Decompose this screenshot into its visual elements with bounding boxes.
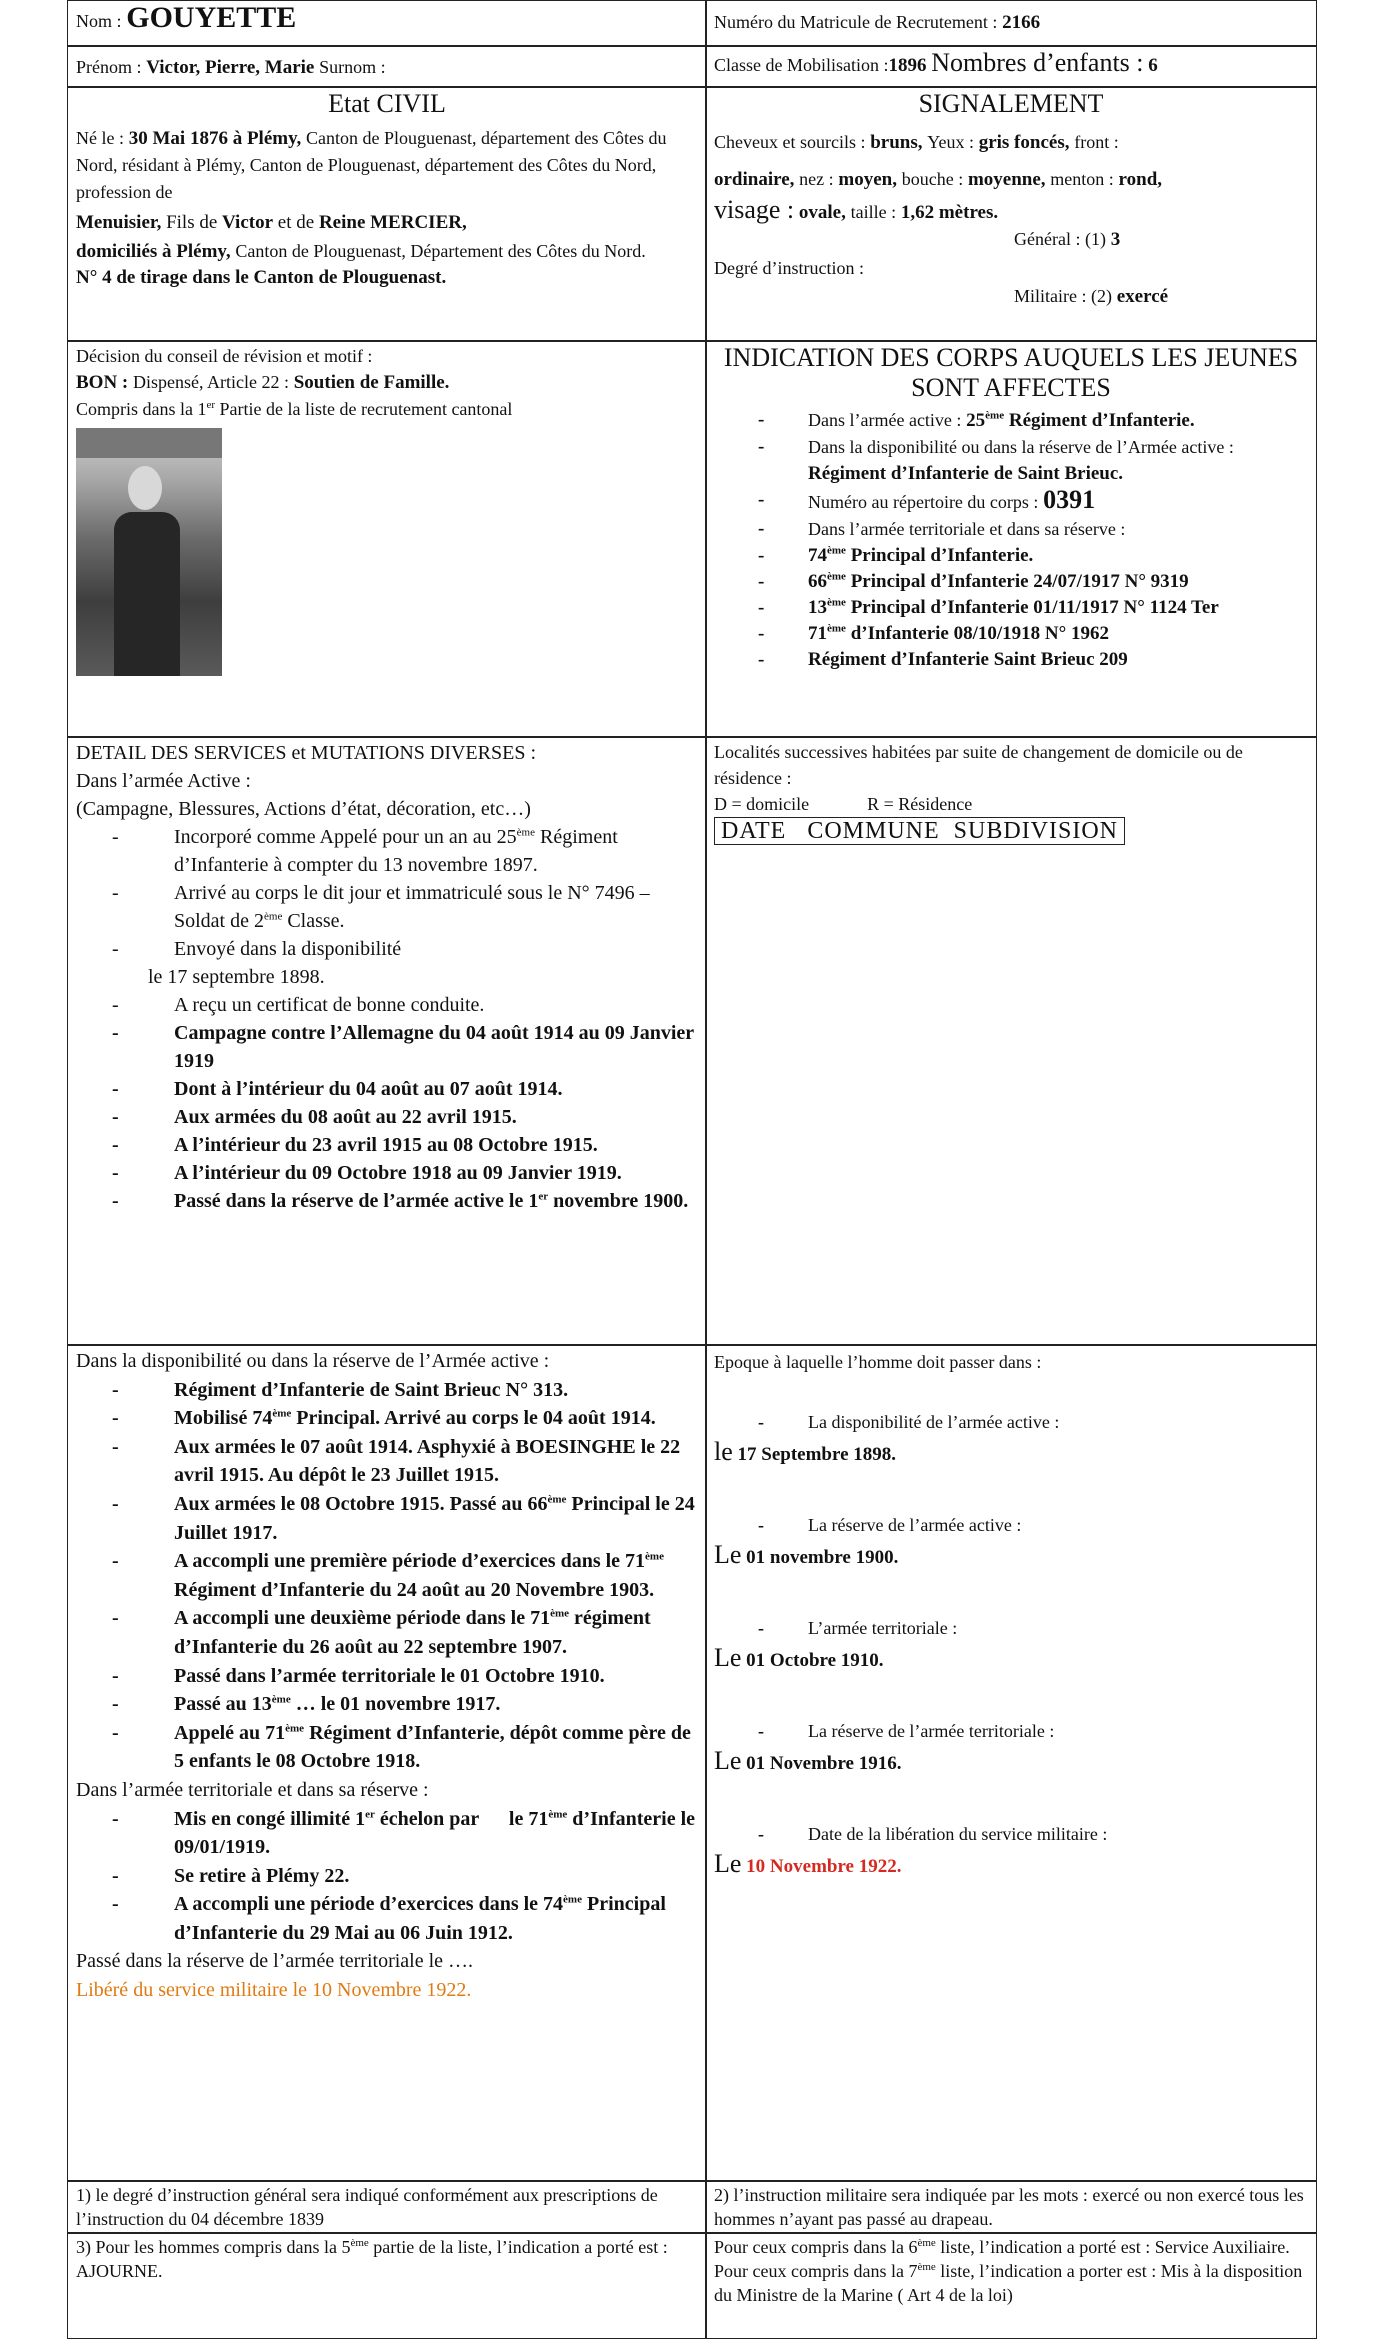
service-item bbox=[112, 991, 698, 1019]
service-item bbox=[112, 823, 698, 879]
terr-item bbox=[112, 1890, 698, 1947]
service-item bbox=[112, 1103, 698, 1131]
epoque-title: Epoque à laquelle l’homme doit passer dans : bbox=[714, 1352, 1042, 1372]
epoque-label bbox=[758, 1512, 1308, 1538]
birth-date: 30 Mai 1876 à Plémy, bbox=[128, 128, 302, 149]
i9: A l’intérieur du 09 Octobre 1918 au 09 Janvier 1919. bbox=[174, 1162, 622, 1184]
nez-label: nez : bbox=[799, 169, 834, 189]
service-item bbox=[112, 935, 698, 991]
services-cell bbox=[67, 736, 707, 1346]
signalement-title: SIGNALEMENT bbox=[918, 89, 1104, 118]
terr-item bbox=[112, 1862, 698, 1891]
birth-place: Canton de Plouguenast, département des Côtes du Nord, résidant à Plémy, Canton de Plouguenast, département des Côtes du Nord, profession de bbox=[76, 128, 667, 202]
terr-t2: Se retire à Plémy 22. bbox=[174, 1864, 350, 1887]
note-3sup: ème bbox=[350, 2237, 369, 2249]
t5-text: Régiment d’Infanterie Saint Brieuc 209 bbox=[808, 649, 1128, 670]
service-item bbox=[112, 1019, 698, 1075]
note-3 bbox=[67, 2232, 707, 2339]
menton-value: rond, bbox=[1118, 169, 1163, 190]
decision-title: Décision du conseil de révision et motif : bbox=[76, 346, 373, 366]
front-value: ordinaire, bbox=[714, 169, 795, 190]
i1b: Régiment d’Infanterie à compter du 13 novembre 1897. bbox=[174, 826, 618, 876]
service-item bbox=[112, 1131, 698, 1159]
t1-num: 74 bbox=[808, 545, 827, 566]
r4b: Principal le 24 Juillet 1917. bbox=[174, 1492, 695, 1544]
reserve-item bbox=[112, 1662, 698, 1691]
compris-a: Compris dans la 1 bbox=[76, 399, 207, 419]
terr-t1c: d’Infanterie le 09/01/1919. bbox=[174, 1807, 696, 1859]
corps-item bbox=[758, 595, 1308, 621]
reserve-title: Dans la disponibilité ou dans la réserve de l’Armée active : bbox=[76, 1350, 550, 1372]
e3-le: Le bbox=[714, 1643, 742, 1672]
passe-reserve: Passé dans la réserve de l’armée territoriale le …. bbox=[76, 1950, 474, 1973]
enfants-value: 6 bbox=[1148, 55, 1158, 76]
e1-label: La disponibilité de l’armée active : bbox=[808, 1412, 1060, 1432]
active-reg: Régiment d’Infanterie. bbox=[1004, 410, 1195, 431]
service-item bbox=[112, 1187, 698, 1215]
classe-label: Classe de Mobilisation : bbox=[714, 55, 889, 75]
t2-sup: ème bbox=[827, 570, 846, 583]
r2sup: ème bbox=[272, 1407, 292, 1420]
corps-item bbox=[758, 647, 1308, 673]
i8: A l’intérieur du 23 avril 1915 au 08 Octobre 1915. bbox=[174, 1134, 598, 1156]
r5a: A accompli une première période d’exercices dans le 71 bbox=[174, 1550, 646, 1573]
t1-text: Principal d’Infanterie. bbox=[845, 545, 1034, 566]
epoque-cell bbox=[705, 1344, 1317, 2182]
terr-t1b: échelon par le 71 bbox=[374, 1807, 549, 1830]
e1-date: 17 Septembre 1898. bbox=[737, 1444, 897, 1465]
reserve-item bbox=[112, 1433, 698, 1490]
e4-label: La réserve de l’armée territoriale : bbox=[808, 1721, 1055, 1741]
yeux-label: Yeux : bbox=[927, 132, 974, 152]
r8a: Passé au 13 bbox=[174, 1693, 272, 1716]
t4-num: 71 bbox=[808, 623, 827, 644]
classe-cell bbox=[705, 45, 1317, 88]
active-num: 25 bbox=[966, 410, 986, 431]
reserve-item bbox=[112, 1490, 698, 1547]
corps-item bbox=[758, 543, 1308, 569]
tirage: N° 4 de tirage dans le Canton de Plouguenast. bbox=[76, 267, 447, 288]
mere: Reine MERCIER, bbox=[318, 212, 467, 233]
r8b: … le 01 novembre 1917. bbox=[290, 1693, 501, 1716]
note-4a: Pour ceux compris dans la 6 bbox=[714, 2237, 918, 2257]
i10b: novembre 1900. bbox=[548, 1190, 689, 1212]
r2b: Principal. Arrivé au corps le 04 août 1914. bbox=[291, 1407, 656, 1430]
t2-num: 66 bbox=[808, 571, 827, 592]
note-2 bbox=[705, 2180, 1317, 2234]
e4-le: Le bbox=[714, 1746, 742, 1775]
r7: Passé dans l’armée territoriale le 01 Octobre 1910. bbox=[174, 1664, 605, 1687]
visage-label: visage : bbox=[714, 195, 795, 224]
t3-num: 13 bbox=[808, 597, 827, 618]
r6sup: ème bbox=[550, 1607, 570, 1620]
profession: Menuisier, bbox=[76, 212, 162, 233]
r9b: Régiment d’Infanterie, dépôt comme père de 5 enfants le 08 Octobre 1918. bbox=[174, 1721, 691, 1773]
terr-t3sup: ème bbox=[563, 1893, 582, 1906]
terr-t1sup: er bbox=[365, 1807, 375, 1820]
yeux-value: gris foncés, bbox=[978, 132, 1070, 153]
epoque-label bbox=[758, 1409, 1308, 1435]
domicile-detail: Canton de Plouguenast, Département des Côtes du Nord. bbox=[235, 241, 646, 261]
libere-note: Libéré du service militaire le 10 Novembre 1922. bbox=[76, 1979, 472, 2002]
r3: Aux armées le 07 août 1914. Asphyxié à BOESINGHE le 22 avril 1915. Au dépôt le 23 Juillet 1915. bbox=[174, 1435, 681, 1487]
ne-label: Né le : bbox=[76, 128, 124, 148]
e5-le: Le bbox=[714, 1849, 742, 1878]
matricule-cell bbox=[705, 0, 1317, 47]
e3-label: L’armée territoriale : bbox=[808, 1618, 958, 1638]
prenom-cell bbox=[67, 45, 707, 88]
bon-label: BON : bbox=[76, 372, 129, 393]
corps-title: INDICATION DES CORPS AUQUELS LES JEUNES SONT AFFECTES bbox=[723, 343, 1299, 402]
bouche-label: bouche : bbox=[901, 169, 964, 189]
r9sup: ème bbox=[285, 1722, 305, 1735]
note-1 bbox=[67, 2180, 707, 2234]
note-4sup: ème bbox=[917, 2237, 936, 2249]
note-3b: partie de la liste, l’indication a porté est : AJOURNE. bbox=[76, 2237, 668, 2281]
i10a: Passé dans la réserve de l’armée active le 1 bbox=[174, 1190, 539, 1212]
corps-item bbox=[758, 621, 1308, 647]
classe-value: 1896 bbox=[888, 55, 927, 76]
nez-value: moyen, bbox=[838, 169, 897, 190]
corps-item bbox=[758, 434, 1308, 487]
note-5sup: ème bbox=[917, 2261, 936, 2273]
decision-cell bbox=[67, 340, 707, 738]
i1a: Incorporé comme Appelé pour un an au 25 bbox=[174, 826, 517, 848]
note-5b: liste, l’indication a porter est : Mis à la disposition du Ministre de la Marine ( Art 4 de la loi) bbox=[714, 2261, 1303, 2305]
e2-date: 01 novembre 1900. bbox=[746, 1547, 899, 1568]
visage-value: ovale, bbox=[798, 202, 846, 223]
services-active: Dans l’armée Active : bbox=[76, 770, 251, 792]
general-value: 3 bbox=[1110, 229, 1121, 250]
active-label: Dans l’armée active : bbox=[808, 410, 962, 430]
prenom-value: Victor, Pierre, Marie bbox=[146, 57, 315, 78]
i3b: le 17 septembre 1898. bbox=[148, 966, 325, 988]
t1-sup: ème bbox=[827, 544, 846, 557]
epoque-label bbox=[758, 1615, 1308, 1641]
territoriale-label: Dans l’armée territoriale et dans sa réserve : bbox=[808, 519, 1126, 539]
note-4 bbox=[705, 2232, 1317, 2339]
note-3a: 3) Pour les hommes compris dans la 5 bbox=[76, 2237, 351, 2257]
i2a: Arrivé au corps le dit jour et immatriculé sous le N° 7496 – Soldat de 2 bbox=[174, 882, 650, 932]
t3-text: Principal d’Infanterie 01/11/1917 N° 1124 Ter bbox=[845, 597, 1219, 618]
general-label: Général : (1) bbox=[1014, 229, 1106, 249]
localites-table-header: DATE COMMUNE SUBDIVISION bbox=[714, 817, 1125, 845]
note-4b: liste, l’indication a porté est : Service Auxiliaire. bbox=[935, 2237, 1290, 2257]
r5sup: ème bbox=[645, 1550, 664, 1563]
i10sup: er bbox=[538, 1190, 549, 1203]
localites-title: Localités successives habitées par suite de changement de domicile ou de résidence : bbox=[714, 742, 1243, 788]
services-campagne: (Campagne, Blessures, Actions d’état, décoration, etc…) bbox=[76, 798, 531, 820]
dispo-label: Dans la disponibilité ou dans la réserve de l’Armée active : bbox=[808, 437, 1234, 457]
etat-civil-cell bbox=[67, 86, 707, 342]
matricule-label: Numéro du Matricule de Recrutement : bbox=[714, 12, 998, 32]
enfants-label: Nombres d’enfants : bbox=[931, 48, 1144, 77]
service-item bbox=[112, 879, 698, 935]
e3-date: 01 Octobre 1910. bbox=[746, 1650, 884, 1671]
reserve-item bbox=[112, 1690, 698, 1719]
cheveux-label: Cheveux et sourcils : bbox=[714, 132, 866, 152]
terr-title: Dans l’armée territoriale et dans sa réserve : bbox=[76, 1778, 429, 1801]
corps-item bbox=[758, 569, 1308, 595]
terr-t3b: Principal d’Infanterie du 29 Mai au 06 Juin 1912. bbox=[174, 1893, 666, 1944]
fils-de-label: Fils de bbox=[166, 212, 218, 233]
i3: Envoyé dans la disponibilité bbox=[174, 938, 402, 960]
r1: Régiment d’Infanterie de Saint Brieuc N° 313. bbox=[174, 1378, 569, 1401]
residence-key: R = Résidence bbox=[867, 794, 973, 814]
nom-value: GOUYETTE bbox=[126, 1, 297, 34]
epoque-label bbox=[758, 1821, 1308, 1847]
reserve-item bbox=[112, 1404, 698, 1433]
reserve-item bbox=[112, 1547, 698, 1604]
repertoire-label: Numéro au répertoire du corps : bbox=[808, 492, 1039, 512]
fiche-matricule bbox=[67, 0, 1317, 2339]
portrait-photo bbox=[76, 428, 222, 676]
repertoire-value: 0391 bbox=[1043, 485, 1096, 514]
note-5a: Pour ceux compris dans la 7 bbox=[714, 2261, 918, 2281]
dispense: Dispensé, Article 22 : bbox=[133, 372, 289, 392]
service-item bbox=[112, 1159, 698, 1187]
domicile-key: D = domicile bbox=[714, 794, 810, 814]
taille-label: taille : bbox=[850, 202, 897, 222]
terr-t1sup2: ème bbox=[548, 1807, 568, 1820]
e1-le: le bbox=[714, 1437, 733, 1466]
r9a: Appelé au 71 bbox=[174, 1721, 286, 1744]
reserve-item bbox=[112, 1719, 698, 1776]
r6b: régiment d’Infanterie du 26 août au 22 septembre 1907. bbox=[174, 1607, 651, 1658]
militaire-value: exercé bbox=[1116, 286, 1169, 307]
domicile: domiciliés à Plémy, bbox=[76, 241, 231, 262]
et-de-label: et de bbox=[277, 212, 315, 233]
i1sup: ème bbox=[516, 826, 535, 839]
taille-value: 1,62 mètres. bbox=[900, 202, 999, 223]
corps-cell bbox=[705, 340, 1317, 738]
epoque-label bbox=[758, 1718, 1308, 1744]
e2-label: La réserve de l’armée active : bbox=[808, 1515, 1022, 1535]
degre-label: Degré d’instruction : bbox=[714, 258, 864, 278]
t3-sup: ème bbox=[827, 596, 846, 609]
terr-t1a: Mis en congé illimité 1 bbox=[174, 1807, 366, 1830]
reserve-item bbox=[112, 1376, 698, 1405]
terr-t3a: A accompli une période d’exercices dans le 74 bbox=[174, 1893, 564, 1916]
r2a: Mobilisé 74 bbox=[174, 1407, 273, 1430]
soutien: Soutien de Famille. bbox=[293, 372, 450, 393]
r6a: A accompli une deuxième période dans le 71 bbox=[174, 1607, 551, 1630]
services-title: DETAIL DES SERVICES et MUTATIONS DIVERSES : bbox=[76, 742, 537, 764]
active-sup: ème bbox=[985, 409, 1005, 422]
signalement-cell bbox=[705, 86, 1317, 342]
terr-item bbox=[112, 1805, 698, 1862]
pere: Victor bbox=[222, 212, 274, 233]
matricule-value: 2166 bbox=[1002, 12, 1041, 33]
i7: Aux armées du 08 août au 22 avril 1915. bbox=[174, 1106, 517, 1128]
nom-cell bbox=[67, 0, 707, 47]
i6: Dont à l’intérieur du 04 août au 07 août 1914. bbox=[174, 1078, 563, 1100]
t2-text: Principal d’Infanterie 24/07/1917 N° 9319 bbox=[845, 571, 1189, 592]
note-2-text: 2) l’instruction militaire sera indiquée par les mots : exercé ou non exercé tous les hommes n’ayant pas passé au drapeau. bbox=[714, 2185, 1304, 2229]
note-1-text: 1) le degré d’instruction général sera indiqué conformément aux prescriptions de l’instruction du 04 décembre 1839 bbox=[76, 2185, 658, 2229]
r8sup: ème bbox=[271, 1693, 291, 1706]
corps-item bbox=[758, 487, 1308, 516]
reserve-cell bbox=[67, 1344, 707, 2182]
i2b: Classe. bbox=[282, 910, 345, 932]
r4a: Aux armées le 08 Octobre 1915. Passé au 66 bbox=[174, 1492, 548, 1515]
bouche-value: moyenne, bbox=[967, 169, 1046, 190]
e2-le: Le bbox=[714, 1540, 742, 1569]
etat-civil-title: Etat CIVIL bbox=[328, 89, 446, 118]
i5: Campagne contre l’Allemagne du 04 août 1914 au 09 Janvier 1919 bbox=[174, 1022, 694, 1072]
e5-label: Date de la libération du service militaire : bbox=[808, 1824, 1108, 1844]
corps-item bbox=[758, 516, 1308, 543]
reserve-item bbox=[112, 1604, 698, 1661]
service-item bbox=[112, 1075, 698, 1103]
i2sup: ème bbox=[264, 910, 283, 923]
i4: A reçu un certificat de bonne conduite. bbox=[174, 994, 485, 1016]
prenom-label: Prénom : bbox=[76, 57, 142, 77]
localites-cell bbox=[705, 736, 1317, 1346]
cheveux-value: bruns, bbox=[870, 132, 923, 153]
surnom-label: Surnom : bbox=[319, 57, 386, 77]
r4sup: ème bbox=[547, 1493, 567, 1506]
front-label: front : bbox=[1074, 132, 1119, 152]
menton-label: menton : bbox=[1050, 169, 1114, 189]
corps-item bbox=[758, 407, 1308, 434]
e5-date: 10 Novembre 1922. bbox=[746, 1856, 902, 1877]
compris-b: Partie de la liste de recrutement cantonal bbox=[215, 399, 513, 419]
t4-text: d’Infanterie 08/10/1918 N° 1962 bbox=[845, 623, 1109, 644]
militaire-label: Militaire : (2) bbox=[1014, 286, 1112, 306]
r5b: Régiment d’Infanterie du 24 août au 20 Novembre 1903. bbox=[174, 1578, 655, 1601]
compris-sup: er bbox=[206, 399, 216, 411]
dispo-reg: Régiment d’Infanterie de Saint Brieuc. bbox=[808, 463, 1124, 484]
nom-label: Nom : bbox=[76, 11, 122, 31]
e4-date: 01 Novembre 1916. bbox=[746, 1753, 902, 1774]
t4-sup: ème bbox=[827, 622, 846, 635]
